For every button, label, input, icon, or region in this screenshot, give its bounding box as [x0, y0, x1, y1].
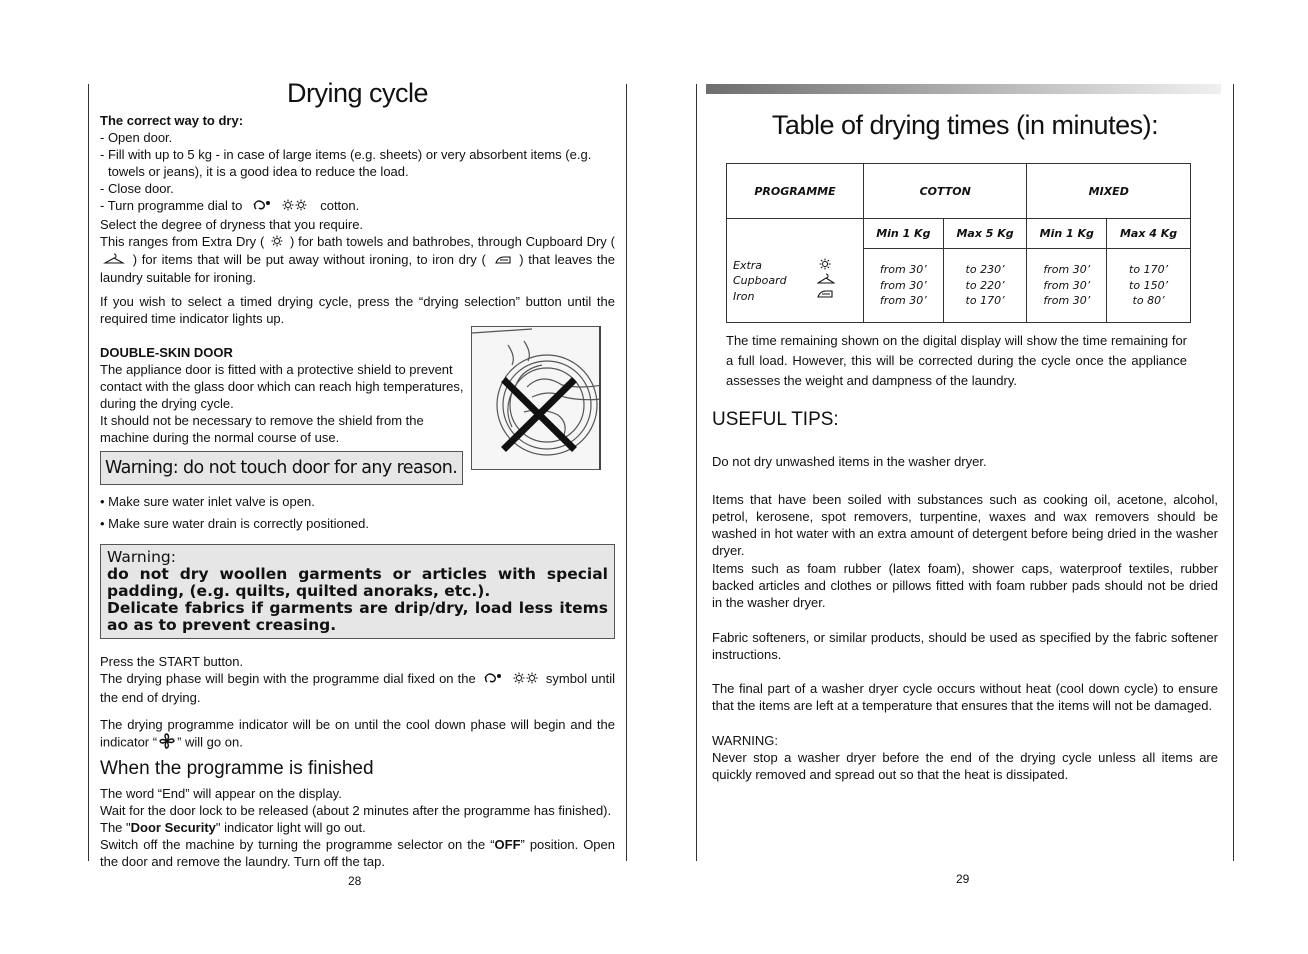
table-subheader-row [727, 219, 1191, 249]
useful-tips-heading: USEFUL TIPS: [712, 409, 839, 430]
indicator-part-a: The drying programme indicator will be on until the cool down phase will begin and the indicator “ [100, 717, 615, 750]
page-number-right: 29 [956, 872, 970, 886]
door-security-c: " indicator light will go out. [215, 820, 366, 835]
cotton-max-extra: to 230’ [965, 263, 1005, 277]
sub-mixed-min: Min 1 Kg [1027, 219, 1107, 249]
double-skin-text-2: It should not be necessary to remove the shield from the machine during the normal course of use. [100, 413, 424, 445]
door-security-a: The " [100, 820, 131, 835]
correct-way-section [100, 112, 615, 286]
iron-icon [494, 252, 512, 269]
cotton-min-iron: from 30’ [879, 294, 927, 308]
door-lock-text: Wait for the door lock to be released (about 2 minutes after the programme has finished). [100, 803, 612, 818]
door-security-b: Door Security [130, 820, 216, 835]
phase-part-b: symbol until the end of drying. [100, 671, 616, 705]
door-illustration [471, 326, 601, 470]
page-number-left: 28 [348, 874, 362, 888]
tip-unwashed: Do not dry unwashed items in the washer dryer. [712, 454, 987, 469]
cotton-max-iron: to 170’ [965, 294, 1005, 308]
finished-section [100, 785, 615, 870]
programme-cupboard: Cupboard [733, 274, 787, 287]
fan-cooldown-icon [158, 733, 176, 753]
tip-cool-down: The final part of a washer dryer cycle occurs without heat (cool down cycle) to ensure that the items are left at a temperature that ensures that the items will not be damaged. [712, 681, 1218, 713]
door-hand-image [472, 327, 601, 470]
mixed-max-values [1107, 249, 1191, 323]
step-close-door: - Close door. [100, 181, 174, 196]
ranges-part-a: This ranges from Extra Dry ( [100, 233, 265, 249]
finished-heading: When the programme is finished [100, 758, 374, 779]
dryness-suns-icon-2 [513, 671, 539, 688]
timed-cycle-text: If you wish to select a timed drying cycle, press the “drying selection” button until the required time indicator lights up. [100, 294, 615, 326]
mixed-max-extra: to 170’ [1129, 263, 1169, 277]
bullet-inlet-valve: • Make sure water inlet valve is open. [100, 494, 315, 509]
left-page-left-rule [88, 84, 89, 861]
table-header-row [727, 164, 1191, 219]
time-remaining-note: The time remaining shown on the digital display will show the time remaining for a full load. However, this will be corrected during the cycle once the appliance assesses the weight and dampness of the laundry. [726, 333, 1187, 388]
mixed-max-iron: to 80’ [1132, 294, 1165, 308]
page-title-drying-cycle: Drying cycle [286, 78, 429, 108]
dryness-suns-icon [282, 198, 308, 215]
sub-cotton-min: Min 1 Kg [864, 219, 944, 249]
iron-icon-table [817, 289, 833, 299]
ranges-part-d: ) for items that will be put away without ironing, to iron dry ( [132, 251, 486, 267]
step-turn-dial [100, 197, 615, 216]
header-programme: PROGRAMME [727, 164, 864, 219]
tip-soiled-items: Items that have been soiled with substances such as cooking oil, acetone, alcohol, petrol, kerosene, spot removers, turpentine, waxes and wax removers should be washed in hot water with an extra amount of detergent before being dried in the washer dryer. [712, 492, 1218, 558]
header-gradient-bar [706, 84, 1221, 94]
door-warning-box [100, 451, 463, 485]
extra-dry-icon [271, 234, 283, 251]
tip-foam-rubber: Items such as foam rubber (latex foam), shower caps, waterproof textiles, rubber backed articles and clothes or pillows fitted with foam rubber pads should not be dried in the washer dryer. [712, 561, 1218, 610]
turn-dial-cotton: cotton. [320, 198, 360, 213]
select-degree-text: Select the degree of dryness that you require. [100, 216, 364, 232]
hanger-icon-table [817, 273, 835, 285]
mixed-min-values [1027, 249, 1107, 323]
cotton-min-cupboard: from 30’ [879, 278, 927, 292]
woollen-warning-line2: Delicate fabrics if garments are drip/dry, load less items ao as to prevent creasing. [107, 599, 608, 634]
drying-phase-text [100, 670, 615, 706]
double-skin-section [100, 344, 466, 446]
programme-iron: Iron [733, 289, 755, 303]
step-open-door: - Open door. [100, 130, 173, 145]
header-cotton: COTTON [864, 164, 1027, 219]
hanger-icon [103, 252, 125, 269]
warning-text: Never stop a washer dryer before the end of the drying cycle unless all items are quickly removed and spread out so that the heat is dissipated. [712, 750, 1218, 782]
woollen-warning-title: Warning: [107, 548, 176, 566]
woollen-warning-box [100, 544, 615, 639]
sub-mixed-max: Max 4 Kg [1107, 219, 1191, 249]
header-mixed: MIXED [1027, 164, 1191, 219]
ranges-part-c: ( [610, 233, 615, 249]
mixed-min-extra: from 30’ [1043, 263, 1091, 277]
switch-off-a: Switch off the machine by turning the programme selector on the “ [100, 837, 495, 852]
mixed-min-iron: from 30’ [1043, 294, 1091, 308]
page-title-drying-times: Table of drying times (in minutes): [771, 110, 1159, 140]
door-warning-text: Warning: do not touch door for any reason. [105, 458, 458, 478]
step-fill-cont: towels or jeans), it is a good idea to reduce the load. [108, 164, 409, 179]
turn-dial-text: - Turn programme dial to [100, 198, 243, 213]
mixed-max-cupboard: to 150’ [1129, 278, 1169, 292]
door-security-text [100, 819, 615, 836]
programme-extra: Extra [733, 258, 763, 272]
start-section [100, 653, 615, 706]
right-page-right-rule [1233, 84, 1234, 861]
right-page-left-rule [696, 84, 697, 861]
bullet-drain: • Make sure water drain is correctly positioned. [100, 516, 369, 531]
tip-fabric-softener: Fabric softeners, or similar products, should be used as specified by the fabric softener instructions. [712, 630, 1218, 662]
switch-off-c: ” position. Open the door and remove the laundry. Turn off the tap. [100, 837, 615, 869]
mixed-min-cupboard: from 30’ [1043, 278, 1091, 292]
phase-part-a: The drying phase will begin with the programme dial fixed on the [100, 671, 476, 686]
left-page-right-rule [626, 84, 627, 861]
correct-way-heading: The correct way to dry: [100, 113, 244, 128]
switch-off-text [100, 836, 615, 870]
ranges-part-e: ) that leaves the laundry suitable for ironing. [100, 251, 615, 285]
drum-dry-icon-2 [483, 671, 503, 689]
double-skin-heading: DOUBLE-SKIN DOOR [100, 345, 233, 360]
step-fill: - Fill with up to 5 kg - in case of large items (e.g. sheets) or very absorbent items (e.g. [100, 147, 592, 162]
switch-off-b: OFF [494, 837, 521, 852]
warning-label: WARNING: [712, 733, 778, 748]
cotton-max-values [943, 249, 1027, 323]
double-skin-text-1: The appliance door is fitted with a protective shield to prevent contact with the glass door which can reach high temperatures, during the drying cycle. [100, 362, 464, 411]
ranges-part-b: ) for bath towels and bathrobes, through Cupboard Dry [290, 233, 607, 249]
extra-dry-icon-table [819, 258, 831, 270]
cotton-min-values [864, 249, 944, 323]
dryness-ranges-text [100, 233, 615, 286]
woollen-warning-line1: do not dry woollen garments or articles with special padding, (e.g. quilts, quilted anoraks, etc.). [107, 565, 608, 600]
drying-times-table [726, 163, 1191, 323]
indicator-part-b: ” will go on. [177, 734, 243, 750]
end-display-text: The word “End” will appear on the display. [100, 786, 342, 801]
press-start-text: Press the START button. [100, 654, 244, 669]
programme-names-cell [727, 219, 864, 323]
cotton-max-cupboard: to 220’ [965, 278, 1005, 292]
indicator-text [100, 716, 615, 753]
cotton-min-extra: from 30’ [879, 263, 927, 277]
sub-cotton-max: Max 5 Kg [943, 219, 1027, 249]
drum-dry-icon [252, 198, 272, 216]
